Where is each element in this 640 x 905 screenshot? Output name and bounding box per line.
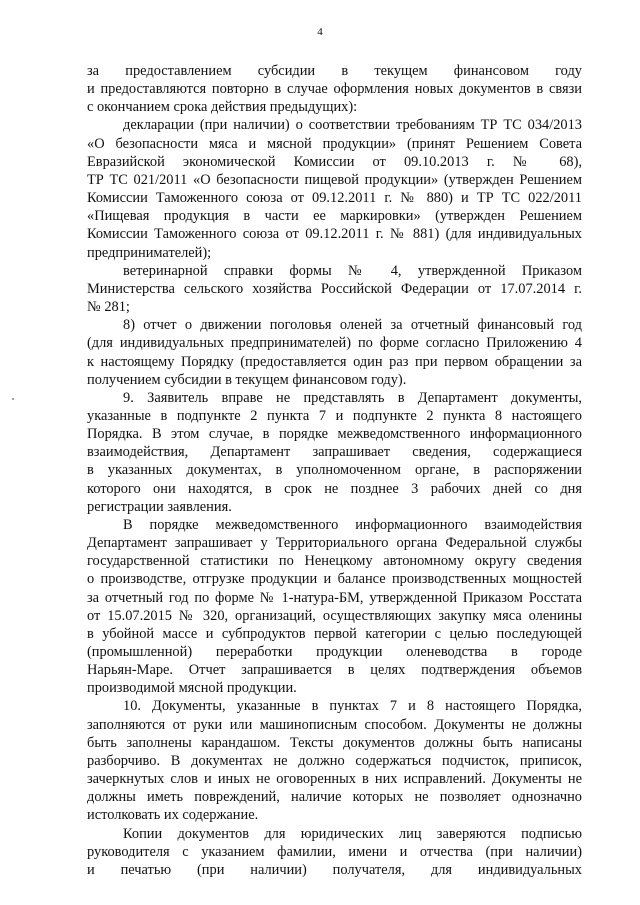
text-line: 10. Документы, указанные в пунктах 7 и 8 настоящего Порядка, [123,698,582,715]
text-line: 8) отчет о движении поголовья оленей за отчетный финансовый год [123,317,582,334]
text-line: о производстве, отгрузке продукции и балансе производственных мощностей [87,571,582,588]
text-line: за предоставлением субсидии в текущем финансовом году [87,63,582,79]
text-line: быть заполнены карандашом. Тексты документов должны быть написаны [87,734,582,751]
text-line: регистрации заявления. [87,498,232,515]
text-line: указанные в подпункте 2 пункта 7 и подпункте 2 пункта 8 настоящего [87,407,582,424]
text-line: заполняются от руки или машинописным способом. Документы не должны [87,716,582,733]
text-line: за отчетный год по форме № 1-натура-БМ, утвержденной Приказом Росстата [87,589,582,606]
text-line: № 281; [87,299,130,316]
text-line: «Пищевая продукция в части ее маркировки» (утвержден Решением [87,208,582,225]
text-line: «О безопасности мяса и мясной продукции» (принят Решением Совета [87,135,582,152]
text-line: 9. Заявитель вправе не представлять в Департамент документы, [123,389,582,406]
text-line: производимой мясной продукции. [87,680,297,697]
text-line: ТР ТС 021/2011 «О безопасности пищевой продукции» (утвержден Решением [87,171,582,188]
text-line: (для индивидуальных предпринимателей) по форме согласно Приложению 4 [87,335,582,352]
text-line: Министерства сельского хозяйства Российской Федерации от 17.07.2014 г. [87,280,582,297]
text-line: и предоставляются повторно в случае оформления новых документов в связи [87,81,582,98]
text-line: в убойной массе и субпродуктов первой категории с целью последующей [87,625,582,642]
text-line: декларации (при наличии) о соответствии требованиям ТР ТС 034/2013 [123,117,582,134]
text-line: получением субсидии в текущем финансовом году). [87,371,407,388]
text-line: в указанных документах, в уполномоченном органе, в распоряжении [87,462,582,479]
text-line: Евразийской экономической Комиссии от 09.10.2013 г. № 68), [87,153,582,170]
text-line: и печатью (при наличии) получателя, для индивидуальных [87,861,582,878]
text-line: Департамент запрашивает у Территориального органа Федеральной службы [87,535,582,552]
text-line: взаимодействия, Департамент запрашивает сведения, содержащиеся [87,444,582,461]
text-line: зачеркнутых слов и иных не оговоренных в них исправлений. Документы не [87,771,582,788]
text-line: предпринимателей); [87,244,212,261]
scan-speck [12,398,14,400]
text-line: государственной статистики по Ненецкому автономному округу сведения [87,553,582,570]
text-line: от 15.07.2015 № 320, организаций, осуществляющих закупку мяса оленины [87,607,582,624]
text-line: (промышленной) переработки продукции оленеводства в городе [87,644,582,660]
document-body [87,62,582,879]
text-line: ветеринарной справки формы № 4, утвержденной Приказом [123,262,582,279]
text-line: Порядка. В этом случае, в порядке межведомственного информационного [87,426,582,443]
text-line: руководителя с указанием фамилии, имени и отчества (при наличии) [87,843,582,860]
page-number: 4 [317,26,323,38]
text-line: В порядке межведомственного информационного взаимодействия [123,516,582,533]
text-line: должны иметь повреждений, наличие которых не позволяет однозначно [87,789,582,806]
text-line: Комиссии Таможенного союза от 09.12.2011 г. № 880) и ТР ТС 022/2011 [87,190,582,207]
text-line: Копии документов для юридических лиц заверяются подписью [123,825,582,842]
text-line: к настоящему Порядку (предоставляется один раз при первом обращении за [87,353,582,370]
text-line: истолковать их содержание. [87,807,259,824]
text-line: Комиссии Таможенного союза от 09.12.2011 г. № 881) (для индивидуальных [87,226,582,243]
text-line: которого они находятся, в срок не позднее 3 рабочих дней со дня [87,480,582,497]
text-line: с окончанием срока действия предыдущих): [87,99,358,116]
text-line: разборчиво. В документах не должно содержаться подчисток, приписок, [87,752,582,769]
text-line: Нарьян-Маре. Отчет запрашивается в целях подтверждения объемов [87,662,582,679]
